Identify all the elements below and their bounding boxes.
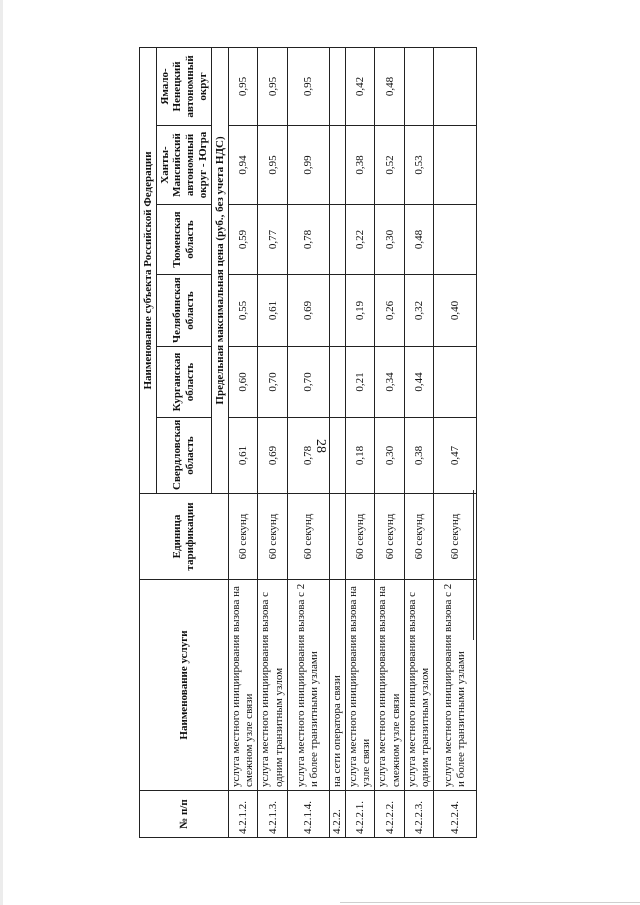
- row-value: [329, 205, 345, 275]
- header-region: Челябинская область: [157, 275, 212, 347]
- table-row: [375, 47, 404, 837]
- row-unit: 60 секунд: [375, 494, 404, 580]
- row-num: 4.2.2.: [329, 791, 345, 838]
- table-row: [229, 47, 258, 837]
- header-subjects-group: Наименование субъекта Российской Федерации: [140, 47, 157, 493]
- header-service: Наименование услуги: [140, 580, 229, 791]
- row-value: 0,48: [404, 205, 433, 275]
- table-row: [345, 47, 374, 837]
- header-region: Ямало-Ненецкий автономный округ: [157, 47, 212, 125]
- row-value: [329, 47, 345, 125]
- row-value: 0,34: [375, 347, 404, 418]
- row-value: 0,59: [229, 205, 258, 275]
- row-value: 0,95: [258, 126, 287, 205]
- row-value: 0,55: [229, 275, 258, 347]
- row-value: 0,52: [375, 126, 404, 205]
- header-region: Свердловская область: [157, 418, 212, 494]
- header-num: № п/п: [140, 791, 229, 838]
- table-row: [287, 47, 329, 837]
- row-value: [434, 47, 477, 125]
- row-value: 0,61: [258, 275, 287, 347]
- row-value: 0,32: [404, 275, 433, 347]
- row-value: [434, 205, 477, 275]
- row-value: [434, 126, 477, 205]
- header-region: Тюменская область: [157, 205, 212, 275]
- row-unit: 60 секунд: [404, 494, 433, 580]
- table-row-subheader: [329, 47, 345, 837]
- row-unit: 60 секунд: [434, 494, 477, 580]
- row-value: [329, 126, 345, 205]
- header-region: Курганская область: [157, 347, 212, 418]
- row-value: 0,48: [375, 47, 404, 125]
- row-value: 0,95: [229, 47, 258, 125]
- row-value: 0,18: [345, 418, 374, 494]
- row-value: 0,21: [345, 347, 374, 418]
- row-service: услуга местного инициирования вызова на смежном узле связи: [229, 580, 258, 791]
- row-value: 0,38: [404, 418, 433, 494]
- row-value: 0,69: [287, 275, 329, 347]
- row-value: 0,99: [287, 126, 329, 205]
- row-unit: 60 секунд: [345, 494, 374, 580]
- row-num: 4.2.2.4.: [434, 791, 477, 838]
- row-value: 0,61: [229, 418, 258, 494]
- row-value: 0,22: [345, 205, 374, 275]
- row-value: [404, 47, 433, 125]
- row-value: 0,78: [287, 205, 329, 275]
- header-unit: Единица тарификации: [140, 494, 229, 580]
- table-row: [404, 47, 433, 837]
- row-unit: 60 секунд: [287, 494, 329, 580]
- row-value: [434, 347, 477, 418]
- row-num: 4.2.1.3.: [258, 791, 287, 838]
- row-num: 4.2.2.1.: [345, 791, 374, 838]
- row-value: 0,40: [434, 275, 477, 347]
- header-price-note: Предельная максимальная цена (руб., без учета НДС): [212, 47, 229, 493]
- row-num: 4.2.1.2.: [229, 791, 258, 838]
- row-service: услуга местного инициирования вызова с одним транзитным узлом: [258, 580, 287, 791]
- row-value: 0,60: [229, 347, 258, 418]
- row-num: 4.2.2.3.: [404, 791, 433, 838]
- row-value: 0,44: [404, 347, 433, 418]
- tariff-table: [139, 47, 477, 838]
- row-value: 0,95: [287, 47, 329, 125]
- row-value: 0,47: [434, 418, 477, 494]
- row-value: 0,78: [287, 418, 329, 494]
- scan-footer-line: [340, 902, 640, 903]
- row-service: на сети оператора связи: [329, 580, 345, 791]
- row-value: 0,30: [375, 418, 404, 494]
- row-service: услуга местного инициирования вызова с 2 и более транзитными узлами: [434, 580, 477, 791]
- row-service: услуга местного инициирования вызова на узле связи: [345, 580, 374, 791]
- row-service: услуга местного инициирования вызова на смежном узле связи: [375, 580, 404, 791]
- row-value: 0,70: [258, 347, 287, 418]
- table-row: [434, 47, 477, 837]
- row-value: 0,19: [345, 275, 374, 347]
- row-value: 0,70: [287, 347, 329, 418]
- table-row: [258, 47, 287, 837]
- row-num: 4.2.2.2.: [375, 791, 404, 838]
- row-value: 0,94: [229, 126, 258, 205]
- row-unit: [329, 494, 345, 580]
- scan-edge: [0, 0, 3, 905]
- header-region: Ханты-Мансийский автономный округ - Югра: [157, 126, 212, 205]
- page-number: 28: [313, 439, 328, 453]
- row-value: 0,38: [345, 126, 374, 205]
- row-unit: 60 секунд: [229, 494, 258, 580]
- row-value: [329, 347, 345, 418]
- row-value: [329, 275, 345, 347]
- row-value: 0,26: [375, 275, 404, 347]
- row-value: 0,95: [258, 47, 287, 125]
- row-value: 0,42: [345, 47, 374, 125]
- row-value: 0,69: [258, 418, 287, 494]
- row-num: 4.2.1.4.: [287, 791, 329, 838]
- row-value: 0,30: [375, 205, 404, 275]
- row-value: [329, 418, 345, 494]
- row-unit: 60 секунд: [258, 494, 287, 580]
- row-service: услуга местного инициирования вызова с 2 и более транзитными узлами: [287, 580, 329, 791]
- row-value: 0,53: [404, 126, 433, 205]
- row-service: услуга местного инициирования вызова с одним транзитным узлом: [404, 580, 433, 791]
- row-value: 0,77: [258, 205, 287, 275]
- rotated-table-content: [139, 48, 468, 838]
